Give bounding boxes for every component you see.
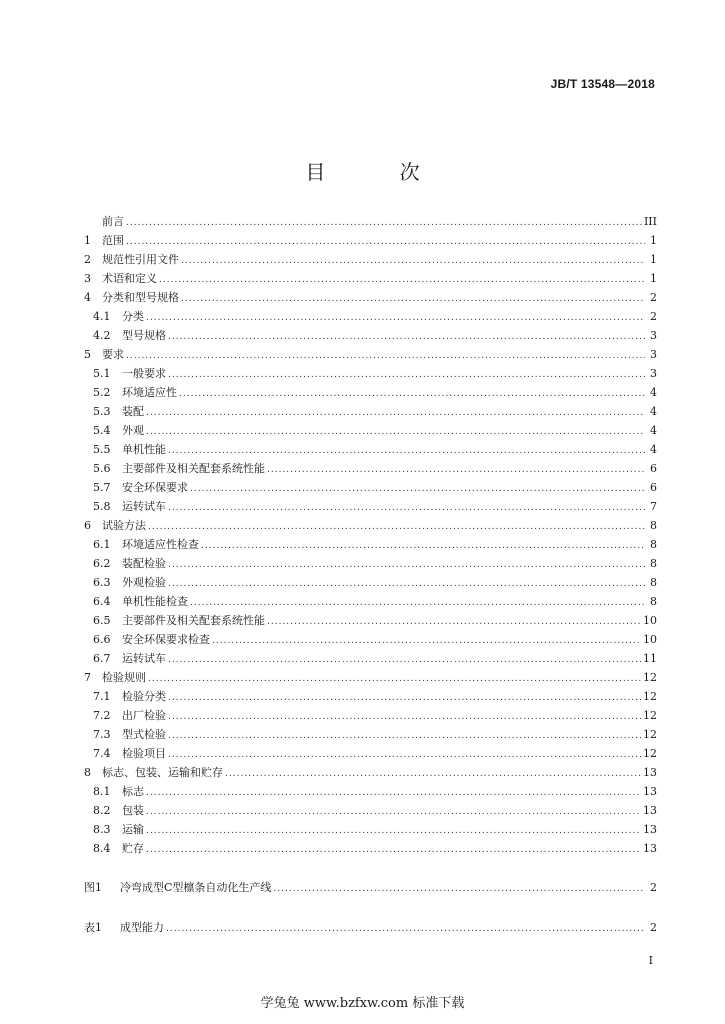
toc-entry[interactable] (84, 365, 657, 384)
leader-dots (273, 884, 645, 894)
footer-watermark: 学兔兔 www.bzfxw.com 标准下载 (260, 996, 465, 1011)
toc-entry-label: 装配 (122, 405, 144, 418)
toc-entry-number: 6.4 (93, 595, 111, 608)
leader-dots (159, 275, 645, 285)
leader-dots (168, 693, 641, 703)
toc-entry[interactable] (84, 460, 657, 479)
toc-entry[interactable] (84, 612, 657, 631)
toc-entry-number: 4.1 (93, 310, 111, 323)
toc-entry-number: 5 (84, 348, 91, 361)
toc-entry[interactable] (84, 232, 657, 251)
toc-entry-label: 标志、包装、运输和贮存 (102, 766, 223, 779)
figure-list-entry[interactable] (84, 879, 657, 898)
toc-entry-label: 型号规格 (122, 329, 166, 342)
leader-dots (168, 712, 641, 722)
toc-entry[interactable] (84, 821, 657, 840)
toc-entry[interactable] (84, 764, 657, 783)
toc-entry-page: 6 (650, 462, 657, 475)
leader-dots (146, 807, 641, 817)
toc-entry-number: 7 (84, 671, 91, 684)
toc-entry[interactable] (84, 517, 657, 536)
toc-entry-number: 8.4 (93, 842, 111, 855)
leader-dots (179, 389, 645, 399)
page-title: 目 次 (305, 160, 454, 184)
toc-entry-number: 6.5 (93, 614, 111, 627)
leader-dots (126, 237, 645, 247)
toc-entry-label: 型式检验 (122, 728, 166, 741)
toc-entry-page: 8 (650, 595, 657, 608)
toc-entry[interactable] (84, 384, 657, 403)
leader-dots (181, 256, 645, 266)
table-of-contents (84, 213, 657, 859)
toc-entry-label: 安全环保要求 (122, 481, 188, 494)
leader-dots (190, 484, 645, 494)
leader-dots (166, 924, 645, 934)
toc-entry-page: 13 (643, 823, 657, 836)
toc-entry-page: 13 (643, 785, 657, 798)
toc-entry-page: 4 (650, 386, 657, 399)
toc-entry-label: 环境适应性检查 (122, 538, 199, 551)
figure-page: 2 (650, 881, 657, 894)
toc-entry[interactable] (84, 726, 657, 745)
toc-entry-label: 单机性能检查 (122, 595, 188, 608)
table-page: 2 (650, 921, 657, 934)
toc-entry-page: 12 (643, 671, 657, 684)
leader-dots (126, 351, 645, 361)
leader-dots (148, 674, 641, 684)
toc-entry-label: 环境适应性 (122, 386, 177, 399)
toc-entry-number: 6 (84, 519, 91, 532)
leader-dots (190, 598, 645, 608)
toc-entry-label: 贮存 (122, 842, 144, 855)
toc-entry-number: 5.6 (93, 462, 111, 475)
toc-entry-label: 范围 (102, 234, 124, 247)
leader-dots (181, 294, 645, 304)
toc-entry[interactable] (84, 745, 657, 764)
toc-entry-page: 10 (643, 633, 657, 646)
toc-entry-label: 术语和定义 (102, 272, 157, 285)
toc-entry[interactable] (84, 783, 657, 802)
toc-entry-label: 标志 (122, 785, 144, 798)
toc-entry-page: 3 (650, 367, 657, 380)
toc-entry-number: 4.2 (93, 329, 111, 342)
toc-entry[interactable] (84, 669, 657, 688)
toc-entry[interactable] (84, 840, 657, 859)
toc-entry-page: 2 (650, 291, 657, 304)
leader-dots (267, 617, 641, 627)
leader-dots (225, 769, 641, 779)
leader-dots (168, 332, 645, 342)
toc-entry-number: 2 (84, 253, 91, 266)
standard-code: JB/T 13548—2018 (550, 77, 655, 91)
toc-entry-page: 11 (643, 652, 657, 665)
toc-entry[interactable] (84, 574, 657, 593)
leader-dots (212, 636, 641, 646)
toc-entry-label: 主要部件及相关配套系统性能 (122, 462, 265, 475)
leader-dots (146, 313, 645, 323)
leader-dots (201, 541, 645, 551)
toc-entry[interactable] (84, 213, 657, 232)
toc-entry-number: 4 (84, 291, 91, 304)
toc-entry-page: 10 (643, 614, 657, 627)
toc-entry-page: 8 (650, 557, 657, 570)
toc-entry[interactable] (84, 802, 657, 821)
toc-entry-label: 检验规则 (102, 671, 146, 684)
toc-entry-page: III (643, 215, 657, 228)
toc-entry-page: 4 (650, 405, 657, 418)
toc-entry-number: 7.3 (93, 728, 111, 741)
toc-entry-label: 安全环保要求检查 (122, 633, 210, 646)
figure-number: 图1 (84, 881, 102, 894)
toc-entry-number: 6.1 (93, 538, 111, 551)
leader-dots (146, 845, 641, 855)
toc-entry-number: 1 (84, 234, 91, 247)
toc-entry-number: 5.2 (93, 386, 111, 399)
toc-entry[interactable] (84, 688, 657, 707)
toc-entry-number: 6.2 (93, 557, 111, 570)
toc-entry-label: 分类和型号规格 (102, 291, 179, 304)
toc-entry-label: 外观 (122, 424, 144, 437)
toc-entry-page: 7 (650, 500, 657, 513)
toc-entry-number: 5.5 (93, 443, 111, 456)
table-list-entry[interactable] (84, 919, 657, 938)
toc-entry[interactable] (84, 422, 657, 441)
leader-dots (146, 788, 641, 798)
leader-dots (168, 731, 641, 741)
toc-entry-number: 5.8 (93, 500, 111, 513)
toc-entry-page: 6 (650, 481, 657, 494)
toc-entry-page: 13 (643, 766, 657, 779)
leader-dots (267, 465, 645, 475)
toc-entry-page: 4 (650, 443, 657, 456)
toc-entry[interactable] (84, 631, 657, 650)
toc-entry-label: 前言 (102, 215, 124, 228)
toc-entry-page: 3 (650, 348, 657, 361)
toc-entry-number: 6.6 (93, 633, 111, 646)
leader-dots (148, 522, 645, 532)
leader-dots (168, 655, 641, 665)
toc-entry-number: 5.7 (93, 481, 111, 494)
toc-entry-page: 13 (643, 804, 657, 817)
toc-entry-label: 试验方法 (102, 519, 146, 532)
toc-entry-label: 一般要求 (122, 367, 166, 380)
toc-entry[interactable] (84, 479, 657, 498)
toc-entry-label: 检验分类 (122, 690, 166, 703)
toc-entry-label: 运输 (122, 823, 144, 836)
toc-entry-number: 5.4 (93, 424, 111, 437)
toc-entry-page: 13 (643, 842, 657, 855)
toc-entry-page: 12 (643, 709, 657, 722)
leader-dots (146, 826, 641, 836)
toc-entry[interactable] (84, 251, 657, 270)
toc-entry[interactable] (84, 536, 657, 555)
toc-entry-page: 8 (650, 576, 657, 589)
leader-dots (168, 750, 641, 760)
toc-entry-page: 1 (650, 234, 657, 247)
toc-entry-page: 12 (643, 690, 657, 703)
toc-entry[interactable] (84, 270, 657, 289)
toc-entry-label: 分类 (122, 310, 144, 323)
toc-entry[interactable] (84, 593, 657, 612)
toc-entry-number: 6.3 (93, 576, 111, 589)
leader-dots (168, 370, 645, 380)
toc-entry[interactable] (84, 289, 657, 308)
toc-entry-page: 12 (643, 747, 657, 760)
leader-dots (168, 560, 645, 570)
toc-entry-number: 8 (84, 766, 91, 779)
table-number: 表1 (84, 921, 102, 934)
toc-entry-label: 主要部件及相关配套系统性能 (122, 614, 265, 627)
figure-title: 冷弯成型C型檩条自动化生产线 (120, 881, 272, 894)
toc-entry-label: 要求 (102, 348, 124, 361)
toc-entry-page: 1 (650, 272, 657, 285)
toc-entry[interactable] (84, 346, 657, 365)
toc-entry-number: 5.3 (93, 405, 111, 418)
toc-entry-label: 运转试车 (122, 652, 166, 665)
toc-entry[interactable] (84, 327, 657, 346)
toc-entry-number: 5.1 (93, 367, 111, 380)
toc-entry-page: 1 (650, 253, 657, 266)
toc-entry[interactable] (84, 308, 657, 327)
leader-dots (168, 579, 645, 589)
table-title: 成型能力 (120, 921, 164, 934)
leader-dots (168, 446, 645, 456)
toc-entry[interactable] (84, 707, 657, 726)
toc-entry-page: 12 (643, 728, 657, 741)
toc-entry-page: 4 (650, 424, 657, 437)
toc-entry-page: 8 (650, 538, 657, 551)
leader-dots (146, 408, 645, 418)
toc-entry-label: 出厂检验 (122, 709, 166, 722)
toc-entry[interactable] (84, 403, 657, 422)
toc-entry-page: 3 (650, 329, 657, 342)
toc-entry-label: 外观检验 (122, 576, 166, 589)
toc-entry-page: 8 (650, 519, 657, 532)
page-number: I (648, 954, 653, 967)
toc-entry-label: 规范性引用文件 (102, 253, 179, 266)
toc-entry[interactable] (84, 650, 657, 669)
toc-entry-label: 检验项目 (122, 747, 166, 760)
toc-entry-label: 单机性能 (122, 443, 166, 456)
toc-entry-label: 运转试车 (122, 500, 166, 513)
toc-entry-number: 6.7 (93, 652, 111, 665)
toc-entry[interactable] (84, 441, 657, 460)
toc-entry-label: 包装 (122, 804, 144, 817)
toc-entry-number: 7.2 (93, 709, 111, 722)
toc-entry-number: 8.3 (93, 823, 111, 836)
toc-entry-number: 8.1 (93, 785, 111, 798)
leader-dots (168, 503, 645, 513)
toc-entry-number: 7.1 (93, 690, 111, 703)
toc-entry-number: 8.2 (93, 804, 111, 817)
leader-dots (146, 427, 645, 437)
toc-entry-page: 2 (650, 310, 657, 323)
toc-entry-number: 3 (84, 272, 91, 285)
leader-dots (126, 218, 642, 228)
toc-entry-number: 7.4 (93, 747, 111, 760)
toc-entry-label: 装配检验 (122, 557, 166, 570)
toc-entry[interactable] (84, 498, 657, 517)
toc-entry[interactable] (84, 555, 657, 574)
